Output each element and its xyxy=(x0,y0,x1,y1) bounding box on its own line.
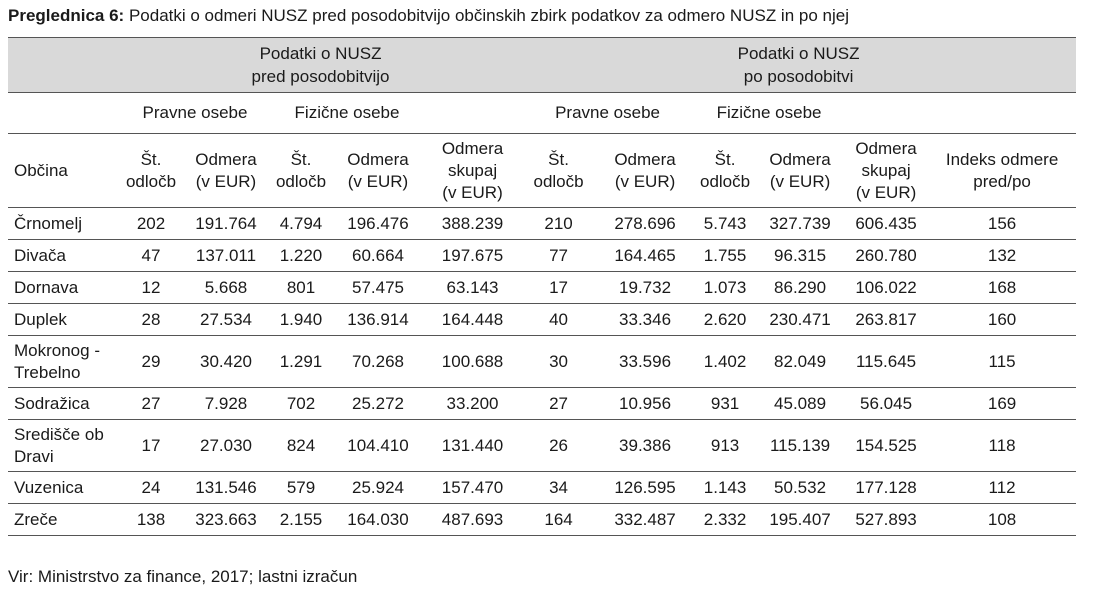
value-cell: 112 xyxy=(928,472,1076,504)
table-row xyxy=(8,420,1076,472)
col-municipality: Občina xyxy=(8,134,120,208)
value-cell: 160 xyxy=(928,304,1076,336)
municipality-name: Središče ob xyxy=(14,424,104,444)
value-cell: 263.817 xyxy=(844,304,928,336)
value-cell: 210 xyxy=(521,208,596,240)
table-row xyxy=(8,208,1076,240)
table-caption xyxy=(8,6,849,26)
municipality-name: Divača xyxy=(14,245,66,265)
value-cell: 164.030 xyxy=(332,504,424,536)
value-cell: 527.893 xyxy=(844,504,928,536)
value-cell: 115 xyxy=(928,336,1076,388)
municipality-name-cont: Trebelno xyxy=(14,362,81,382)
value-cell: 28 xyxy=(120,304,182,336)
value-cell: 96.315 xyxy=(756,240,844,272)
value-cell: 33.596 xyxy=(596,336,694,388)
value-cell: 157.470 xyxy=(424,472,521,504)
value-cell: 156 xyxy=(928,208,1076,240)
value-cell: 108 xyxy=(928,504,1076,536)
value-cell: 327.739 xyxy=(756,208,844,240)
municipality-cell xyxy=(8,240,120,272)
value-cell: 126.595 xyxy=(596,472,694,504)
municipality-name: Dornava xyxy=(14,277,79,297)
value-cell: 2.620 xyxy=(694,304,756,336)
value-cell: 27.534 xyxy=(182,304,270,336)
value-cell: 1.291 xyxy=(270,336,332,388)
value-cell: 45.089 xyxy=(756,388,844,420)
value-cell: 118 xyxy=(928,420,1076,472)
municipality-cell xyxy=(8,388,120,420)
value-cell: 801 xyxy=(270,272,332,304)
value-cell: 27.030 xyxy=(182,420,270,472)
municipality-name: Duplek xyxy=(14,309,67,329)
value-cell: 104.410 xyxy=(332,420,424,472)
municipality-name: Sodražica xyxy=(14,393,90,413)
municipality-name: Črnomelj xyxy=(14,213,83,233)
municipality-cell xyxy=(8,472,120,504)
value-cell: 27 xyxy=(521,388,596,420)
value-cell: 7.928 xyxy=(182,388,270,420)
value-cell: 4.794 xyxy=(270,208,332,240)
col-count: Št. odločb xyxy=(120,134,182,208)
value-cell: 5.743 xyxy=(694,208,756,240)
col-count: Št. odločb xyxy=(694,134,756,208)
source-note: Vir: Ministrstvo za finance, 2017; lastni izračun xyxy=(8,567,358,586)
value-cell: 332.487 xyxy=(596,504,694,536)
data-table xyxy=(8,37,1076,536)
value-cell: 132 xyxy=(928,240,1076,272)
municipality-cell xyxy=(8,420,120,472)
col-amount: Odmera (v EUR) xyxy=(596,134,694,208)
value-cell: 2.155 xyxy=(270,504,332,536)
municipality-cell xyxy=(8,336,120,388)
value-cell: 197.675 xyxy=(424,240,521,272)
value-cell: 24 xyxy=(120,472,182,504)
subgroup-after-natural: Fizične osebe xyxy=(694,93,844,134)
group-after-line2: po posodobitvi xyxy=(743,67,854,86)
value-cell: 824 xyxy=(270,420,332,472)
value-cell: 138 xyxy=(120,504,182,536)
col-count: Št. odločb xyxy=(270,134,332,208)
group-header-spacer xyxy=(8,38,120,93)
value-cell: 12 xyxy=(120,272,182,304)
value-cell: 33.346 xyxy=(596,304,694,336)
value-cell: 115.139 xyxy=(756,420,844,472)
col-amount: Odmera (v EUR) xyxy=(756,134,844,208)
value-cell: 164 xyxy=(521,504,596,536)
value-cell: 164.448 xyxy=(424,304,521,336)
value-cell: 77 xyxy=(521,240,596,272)
value-cell: 10.956 xyxy=(596,388,694,420)
subgroup-before-natural: Fizične osebe xyxy=(270,93,424,134)
col-amount: Odmera (v EUR) xyxy=(332,134,424,208)
group-before-line2: pred posodobitvijo xyxy=(251,67,390,86)
value-cell: 56.045 xyxy=(844,388,928,420)
value-cell: 606.435 xyxy=(844,208,928,240)
subgroup-header-row xyxy=(8,93,1076,134)
value-cell: 388.239 xyxy=(424,208,521,240)
col-amount: Odmera (v EUR) xyxy=(182,134,270,208)
value-cell: 191.764 xyxy=(182,208,270,240)
value-cell: 29 xyxy=(120,336,182,388)
subgroup-after-legal: Pravne osebe xyxy=(521,93,694,134)
value-cell: 1.220 xyxy=(270,240,332,272)
col-index: Indeks odmere pred/po xyxy=(928,134,1076,208)
value-cell: 164.465 xyxy=(596,240,694,272)
municipality-name: Mokronog - xyxy=(14,340,100,360)
value-cell: 82.049 xyxy=(756,336,844,388)
value-cell: 5.668 xyxy=(182,272,270,304)
value-cell: 25.272 xyxy=(332,388,424,420)
table-row xyxy=(8,504,1076,536)
table-row xyxy=(8,388,1076,420)
municipality-name-cont: Dravi xyxy=(14,446,54,466)
value-cell: 1.402 xyxy=(694,336,756,388)
value-cell: 1.755 xyxy=(694,240,756,272)
value-cell: 131.546 xyxy=(182,472,270,504)
caption-label: Preglednica 6: xyxy=(8,6,125,25)
table-row xyxy=(8,304,1076,336)
value-cell: 1.143 xyxy=(694,472,756,504)
municipality-cell xyxy=(8,272,120,304)
value-cell: 17 xyxy=(120,420,182,472)
value-cell: 169 xyxy=(928,388,1076,420)
value-cell: 931 xyxy=(694,388,756,420)
municipality-name: Vuzenica xyxy=(14,477,84,497)
value-cell: 86.290 xyxy=(756,272,844,304)
group-before xyxy=(120,38,521,93)
value-cell: 177.128 xyxy=(844,472,928,504)
col-count: Št. odločb xyxy=(521,134,596,208)
group-before-line1: Podatki o NUSZ xyxy=(259,44,382,63)
value-cell: 136.914 xyxy=(332,304,424,336)
value-cell: 913 xyxy=(694,420,756,472)
table-row xyxy=(8,336,1076,388)
table-row xyxy=(8,272,1076,304)
value-cell: 323.663 xyxy=(182,504,270,536)
value-cell: 34 xyxy=(521,472,596,504)
value-cell: 131.440 xyxy=(424,420,521,472)
value-cell: 19.732 xyxy=(596,272,694,304)
value-cell: 115.645 xyxy=(844,336,928,388)
table-body xyxy=(8,208,1076,536)
value-cell: 100.688 xyxy=(424,336,521,388)
value-cell: 1.940 xyxy=(270,304,332,336)
value-cell: 230.471 xyxy=(756,304,844,336)
col-total: Odmera skupaj (v EUR) xyxy=(424,134,521,208)
value-cell: 30 xyxy=(521,336,596,388)
value-cell: 25.924 xyxy=(332,472,424,504)
column-header-row xyxy=(8,134,1076,208)
municipality-cell xyxy=(8,208,120,240)
value-cell: 202 xyxy=(120,208,182,240)
value-cell: 57.475 xyxy=(332,272,424,304)
value-cell: 196.476 xyxy=(332,208,424,240)
col-total: Odmera skupaj (v EUR) xyxy=(844,134,928,208)
table-row xyxy=(8,472,1076,504)
municipality-cell xyxy=(8,304,120,336)
value-cell: 47 xyxy=(120,240,182,272)
value-cell: 106.022 xyxy=(844,272,928,304)
municipality-cell xyxy=(8,504,120,536)
value-cell: 27 xyxy=(120,388,182,420)
value-cell: 1.073 xyxy=(694,272,756,304)
value-cell: 70.268 xyxy=(332,336,424,388)
value-cell: 30.420 xyxy=(182,336,270,388)
caption-text: Podatki o odmeri NUSZ pred posodobitvijo občinskih zbirk podatkov za odmero NUSZ in po njej xyxy=(128,6,849,25)
value-cell: 154.525 xyxy=(844,420,928,472)
value-cell: 2.332 xyxy=(694,504,756,536)
group-after xyxy=(521,38,1076,93)
value-cell: 260.780 xyxy=(844,240,928,272)
value-cell: 26 xyxy=(521,420,596,472)
group-header-row xyxy=(8,38,1076,93)
table-row xyxy=(8,240,1076,272)
value-cell: 168 xyxy=(928,272,1076,304)
value-cell: 579 xyxy=(270,472,332,504)
value-cell: 50.532 xyxy=(756,472,844,504)
value-cell: 40 xyxy=(521,304,596,336)
value-cell: 33.200 xyxy=(424,388,521,420)
value-cell: 63.143 xyxy=(424,272,521,304)
subgroup-before-legal: Pravne osebe xyxy=(120,93,270,134)
value-cell: 137.011 xyxy=(182,240,270,272)
value-cell: 39.386 xyxy=(596,420,694,472)
group-after-line1: Podatki o NUSZ xyxy=(737,44,860,63)
value-cell: 702 xyxy=(270,388,332,420)
value-cell: 60.664 xyxy=(332,240,424,272)
value-cell: 195.407 xyxy=(756,504,844,536)
value-cell: 278.696 xyxy=(596,208,694,240)
value-cell: 487.693 xyxy=(424,504,521,536)
municipality-name: Zreče xyxy=(14,509,58,529)
value-cell: 17 xyxy=(521,272,596,304)
